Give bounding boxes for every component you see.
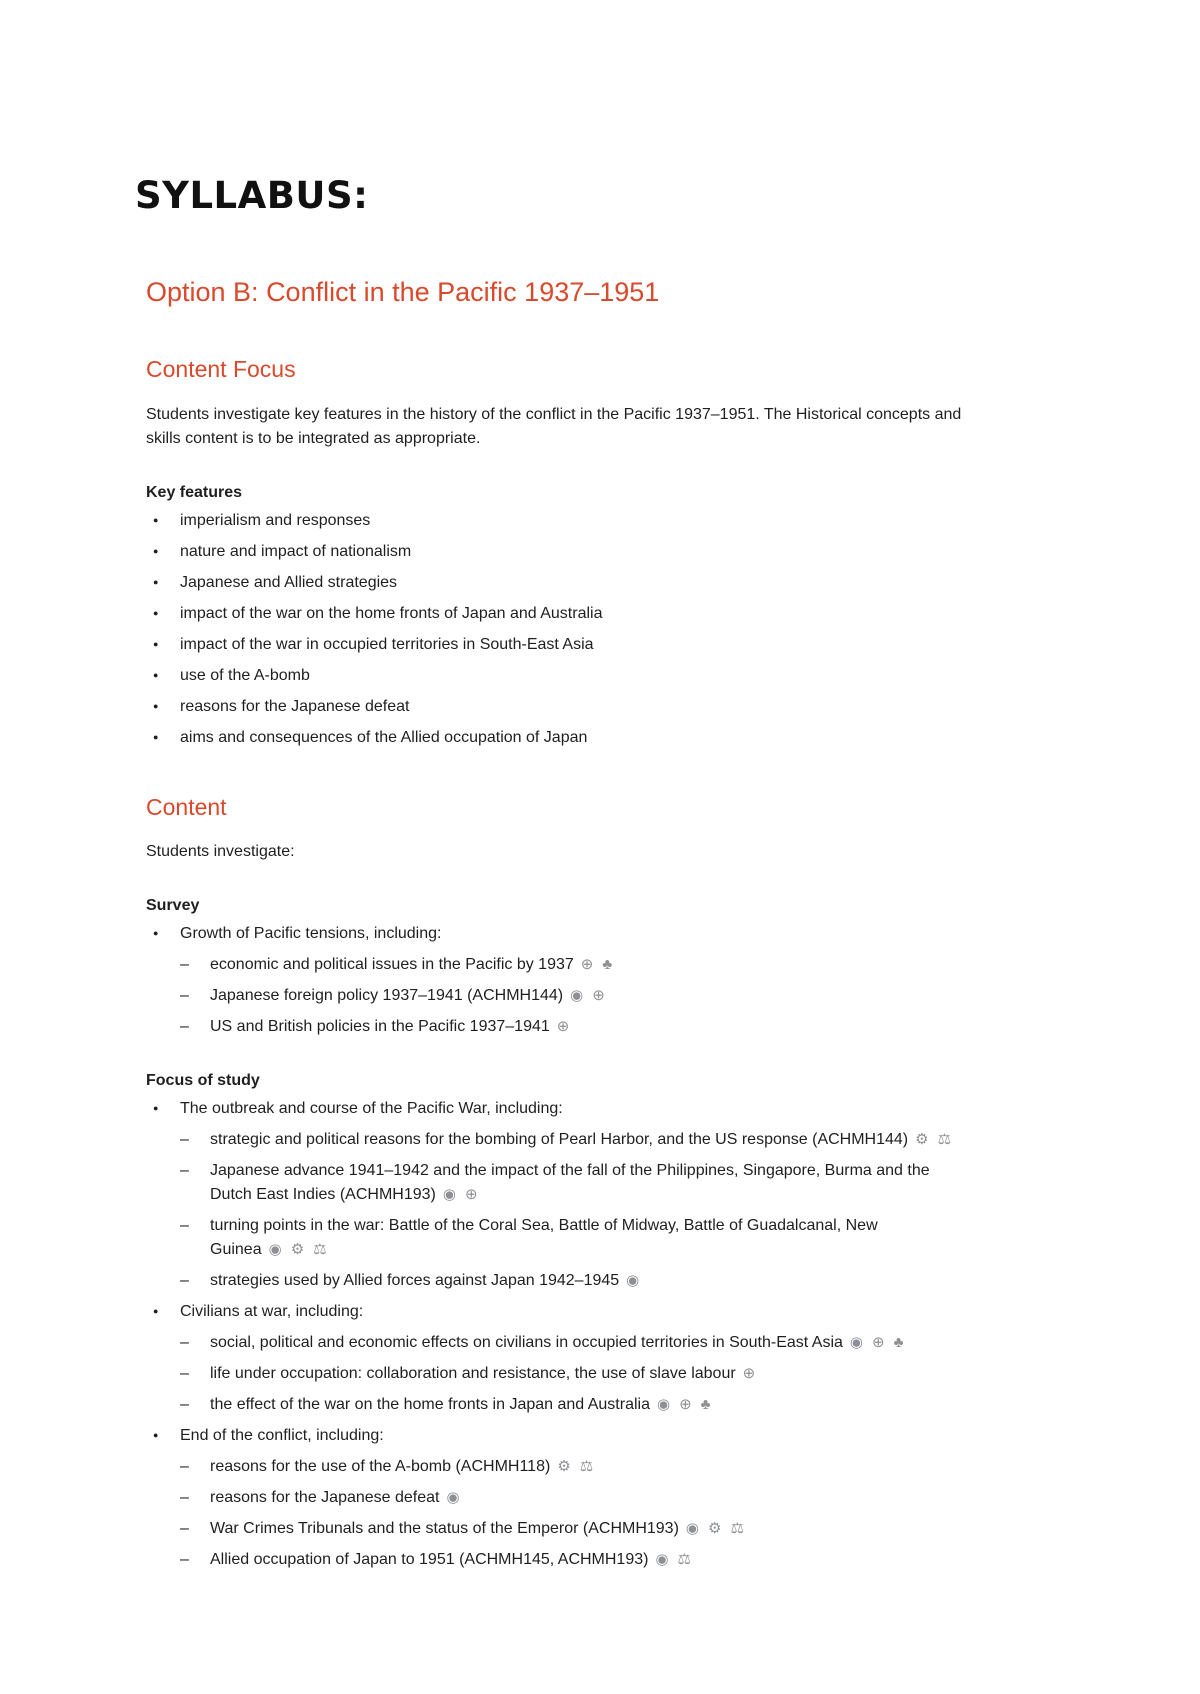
- content-focus-heading: Content Focus: [146, 356, 296, 382]
- list-item-text: Allied occupation of Japan to 1951 (ACHMH145, ACHMH193): [210, 1551, 649, 1568]
- list-item: [146, 633, 970, 657]
- content-focus-body: Students investigate key features in the history of the conflict in the Pacific 1937–1951. The Historical concepts and skills content is to be integrated as appropriate.: [146, 405, 962, 447]
- list-item: [180, 1128, 970, 1152]
- scales-icon: ⚖: [677, 1551, 693, 1568]
- circle-icon: ◉: [655, 1551, 671, 1568]
- list-item: [180, 1331, 970, 1355]
- list-item-text: Japanese and Allied strategies: [180, 573, 398, 591]
- list-item-text: nature and impact of nationalism: [180, 542, 412, 560]
- focus-sub-list-end: [180, 1455, 970, 1572]
- list-item-text: reasons for the Japanese defeat: [180, 697, 410, 715]
- list-item-text: aims and consequences of the Allied occupation of Japan: [180, 728, 588, 746]
- content-intro: Students investigate:: [146, 843, 295, 860]
- list-item-text: life under occupation: collaboration and resistance, the use of slave labour: [210, 1365, 736, 1382]
- key-features-label: Key features: [146, 483, 243, 501]
- circle-icon: ◉: [442, 1186, 458, 1203]
- list-item-text: Japanese advance 1941–1942 and the impact of the fall of the Philippines, Singapore, Burma and the Dutch East Indies (ACHMH193): [210, 1162, 930, 1203]
- circle-icon: ◉: [570, 987, 586, 1004]
- list-item-text: End of the conflict, including:: [180, 1427, 384, 1444]
- list-item-text: economic and political issues in the Pacific by 1937: [210, 956, 574, 973]
- list-item: [146, 726, 970, 750]
- list-item: [146, 922, 970, 1039]
- scales-icon: ⚖: [937, 1131, 954, 1148]
- globe-icon: ⊕: [742, 1365, 758, 1382]
- content-heading: Content: [146, 793, 227, 820]
- list-item-text: War Crimes Tribunals and the status of the Emperor (ACHMH193): [210, 1520, 679, 1537]
- page-title: SYLLABUS:: [135, 174, 369, 217]
- survey-sub-list: [180, 953, 970, 1039]
- globe-icon: ⊕: [580, 956, 596, 973]
- scales-icon: ⚖: [579, 1458, 596, 1475]
- list-item-text: the effect of the war on the home fronts in Japan and Australia: [210, 1396, 650, 1413]
- circle-icon: ◉: [626, 1272, 642, 1289]
- list-item-text: imperialism and responses: [180, 511, 371, 529]
- list-item: [180, 1269, 970, 1293]
- list-item: [180, 1455, 970, 1479]
- list-item: [146, 509, 970, 533]
- list-item-text: impact of the war in occupied territories in South-East Asia: [180, 635, 594, 653]
- scales-icon: ⚖: [730, 1520, 746, 1537]
- list-item: [146, 695, 970, 719]
- list-item: [180, 953, 970, 977]
- option-heading: Option B: Conflict in the Pacific 1937–1951: [146, 276, 660, 307]
- list-item-text: Japanese foreign policy 1937–1941 (ACHMH144): [210, 987, 564, 1004]
- list-item: [180, 1517, 970, 1541]
- list-item-text: The outbreak and course of the Pacific War, including:: [180, 1100, 563, 1117]
- focus-of-study-label: Focus of study: [146, 1072, 260, 1089]
- list-item: [180, 1393, 970, 1417]
- leaf-icon: ♣: [700, 1396, 713, 1413]
- list-item: [146, 1300, 970, 1417]
- list-item: [180, 1214, 970, 1262]
- globe-icon: ⊕: [592, 987, 607, 1004]
- list-item: [146, 664, 970, 688]
- list-item: [180, 1486, 970, 1510]
- syllabus-content: [146, 272, 970, 1573]
- list-item: [180, 1015, 970, 1039]
- scales-icon: ⚖: [313, 1241, 329, 1258]
- key-features-list: [146, 509, 970, 750]
- gear-icon: ⚙: [708, 1520, 724, 1537]
- list-item: [146, 602, 970, 626]
- gear-icon: ⚙: [290, 1241, 307, 1258]
- leaf-icon: ♣: [602, 956, 615, 973]
- survey-list: [146, 922, 970, 1039]
- list-item-text: reasons for the Japanese defeat: [210, 1489, 440, 1506]
- leaf-icon: ♣: [893, 1334, 906, 1351]
- gear-icon: ⚙: [557, 1458, 573, 1475]
- circle-icon: ◉: [446, 1489, 462, 1506]
- globe-icon: ⊕: [872, 1334, 887, 1351]
- list-item: [146, 571, 970, 595]
- gear-icon: ⚙: [915, 1131, 931, 1148]
- focus-sub-list-civilians: [180, 1331, 970, 1417]
- focus-list: [146, 1097, 970, 1572]
- list-item: [146, 1424, 970, 1572]
- globe-icon: ⊕: [464, 1186, 480, 1203]
- focus-sub-list-outbreak: [180, 1128, 970, 1293]
- globe-icon: ⊕: [556, 1018, 572, 1035]
- circle-icon: ◉: [656, 1396, 673, 1413]
- list-item: [180, 1362, 970, 1386]
- list-item-text: US and British policies in the Pacific 1937–1941: [210, 1018, 550, 1035]
- survey-label: Survey: [146, 897, 200, 914]
- globe-icon: ⊕: [679, 1396, 694, 1413]
- list-item-text: turning points in the war: Battle of the Coral Sea, Battle of Midway, Battle of Guadalcanal, New Guinea: [210, 1217, 878, 1258]
- list-item-text: strategies used by Allied forces against Japan 1942–1945: [210, 1272, 620, 1289]
- list-item-text: use of the A-bomb: [180, 666, 310, 684]
- list-item-text: impact of the war on the home fronts of Japan and Australia: [180, 604, 603, 622]
- list-item: [180, 1159, 970, 1207]
- list-item-text: social, political and economic effects on civilians in occupied territories in South-East Asia: [210, 1334, 843, 1351]
- list-item: [146, 1097, 970, 1293]
- circle-icon: ◉: [268, 1241, 284, 1258]
- list-item-text: reasons for the use of the A-bomb (ACHMH118): [210, 1458, 551, 1475]
- list-item: [146, 540, 970, 564]
- list-item: [180, 1548, 970, 1572]
- list-item-text: Civilians at war, including:: [180, 1303, 364, 1320]
- circle-icon: ◉: [685, 1520, 701, 1537]
- list-item: [180, 984, 970, 1008]
- circle-icon: ◉: [849, 1334, 866, 1351]
- list-item-text: Growth of Pacific tensions, including:: [180, 925, 442, 942]
- list-item-text: strategic and political reasons for the bombing of Pearl Harbor, and the US response (ACHMH144): [210, 1131, 909, 1148]
